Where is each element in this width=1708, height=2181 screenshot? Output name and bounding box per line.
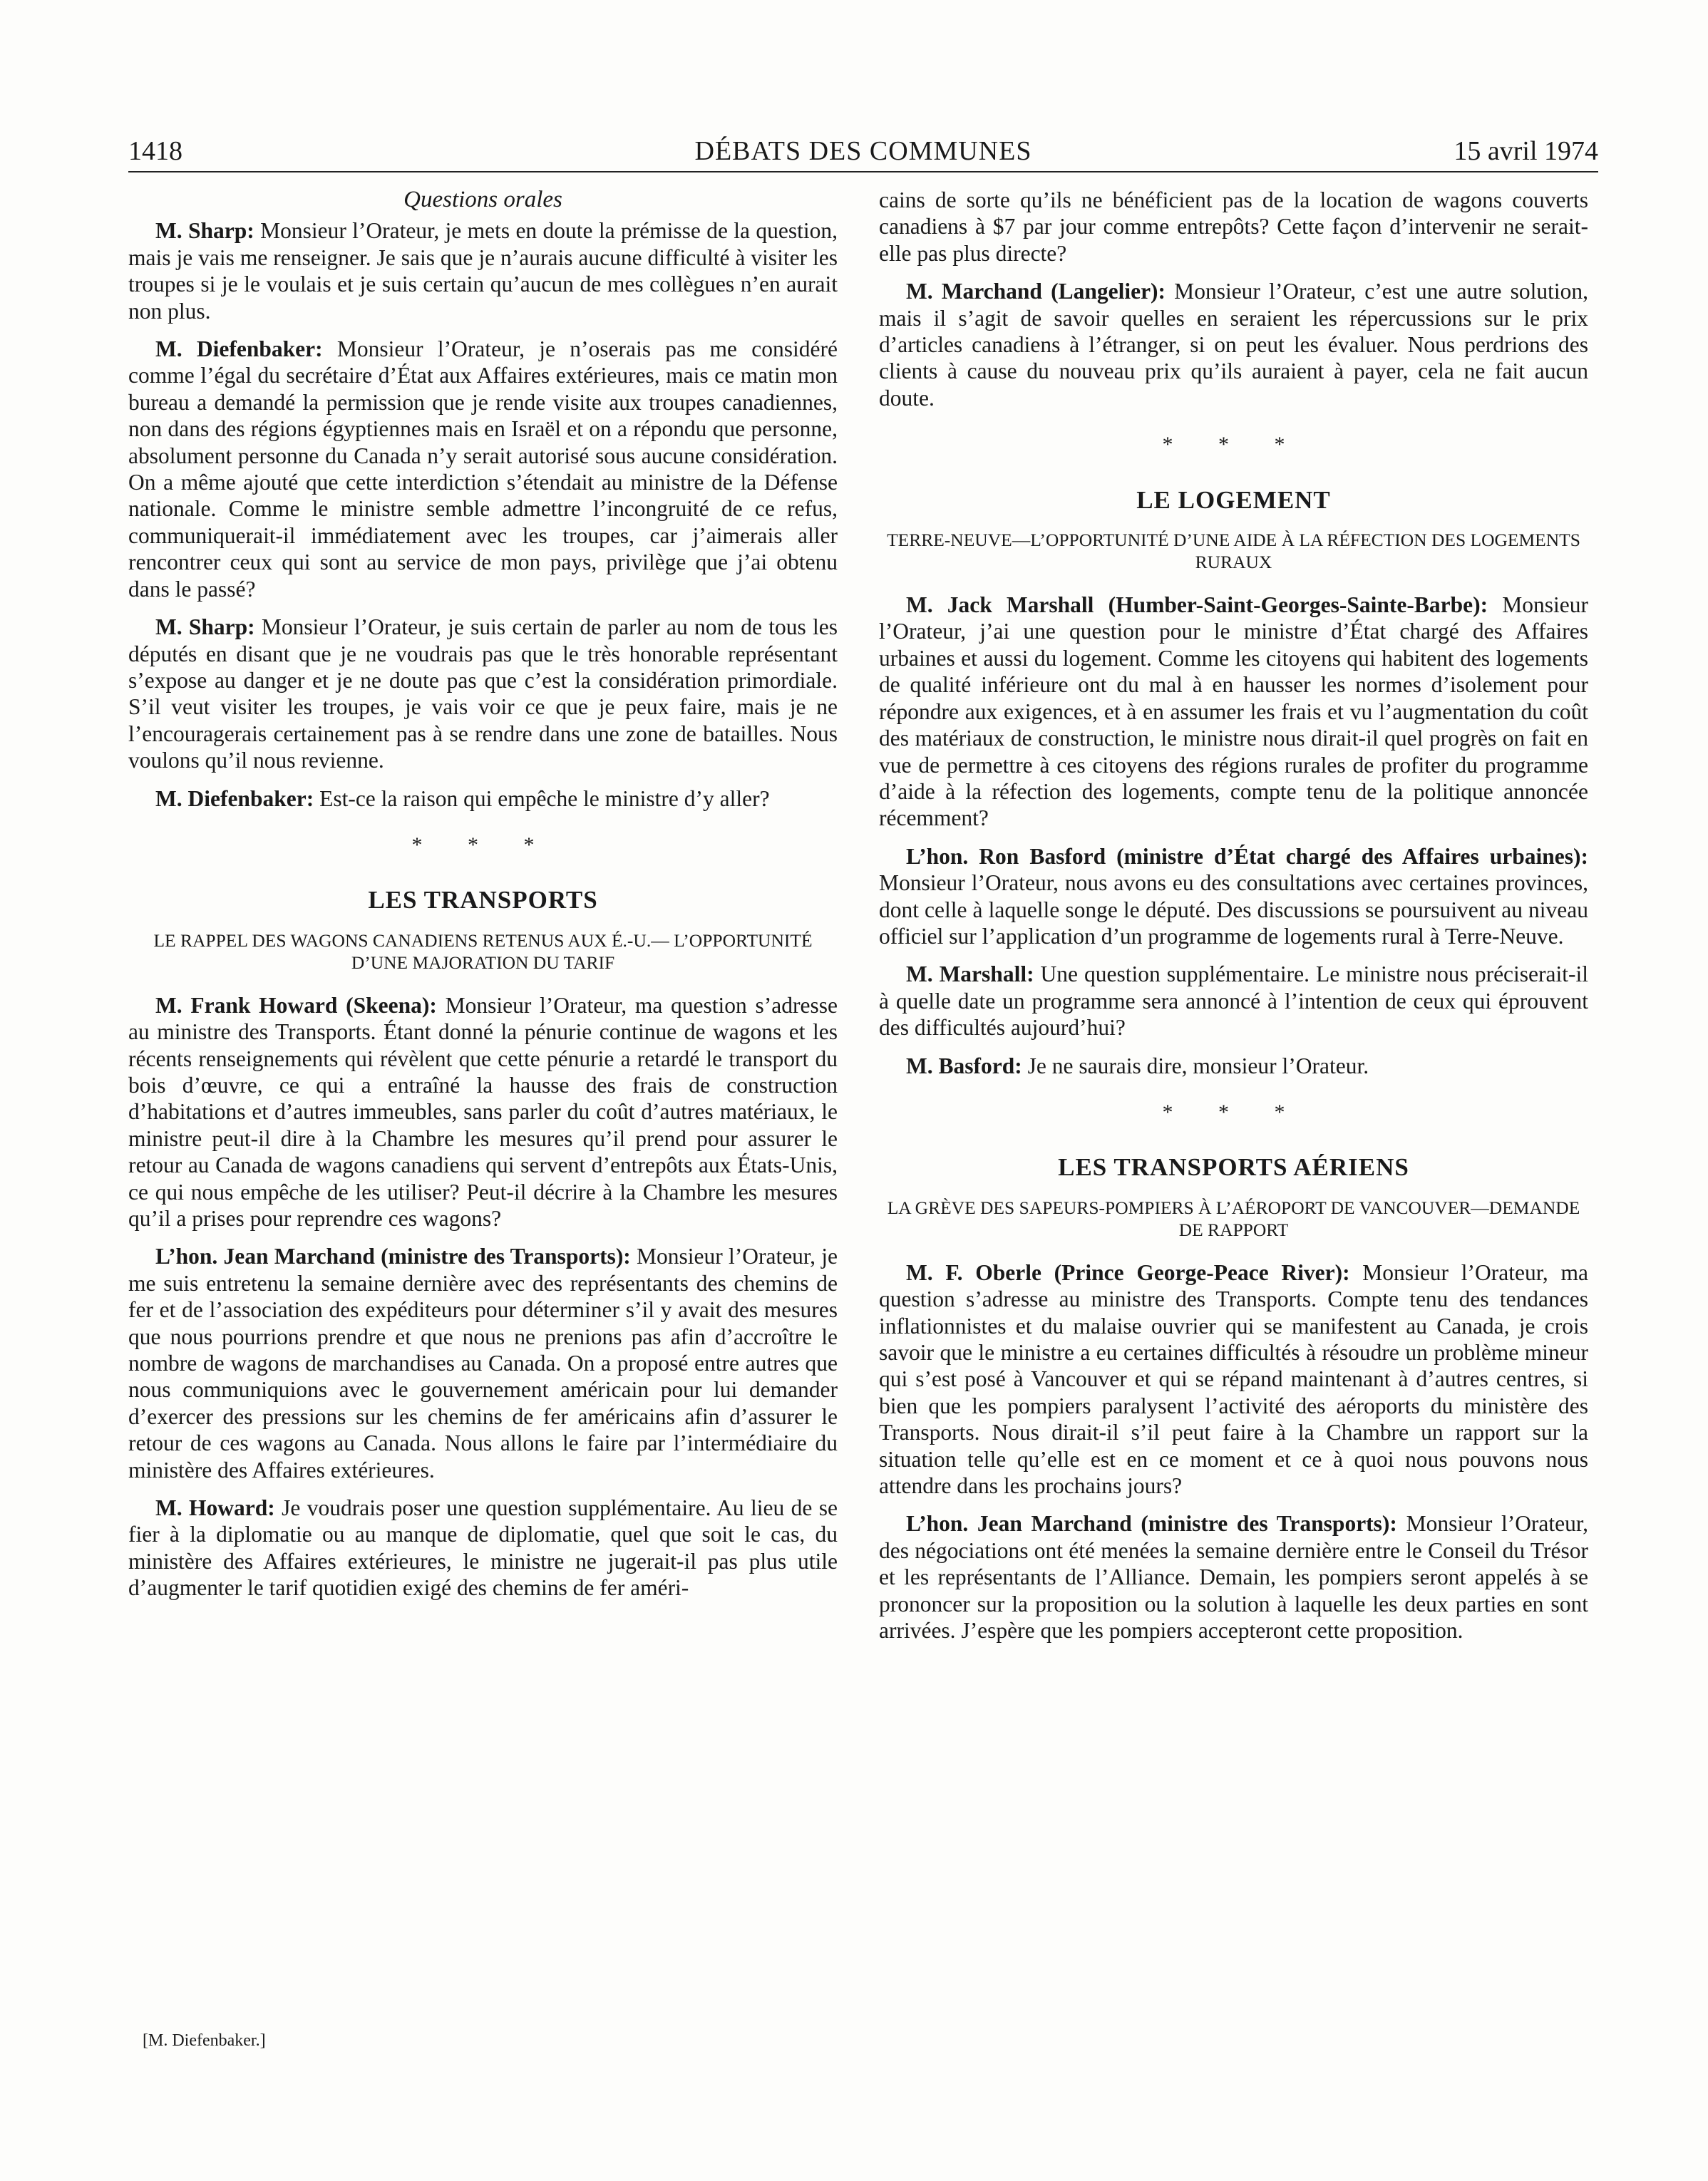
right-column [879, 187, 1588, 1655]
speech-text: Monsieur l’Orateur, je me suis entretenu la semaine dernière avec des représentants des chemins de fer et de l’association des expéditeurs pour déterminer s’il y avait des mesures que nous pourrions prendre et que nous ne prenions pas afin d’accroître le nombre de wagons de marchandises au Canada. On a proposé entre autres que nous communiquions avec le gouvernement américain pour lui demander d’exercer des pressions sur les chemins de fer américains afin d’assurer le retour de ces wagons au Canada. Nous allons le faire par l’intermédiaire du ministère des Affaires extérieures. [128, 1244, 838, 1483]
speaker-name: M. Marshall: [906, 961, 1034, 987]
speech-paragraph [128, 1243, 838, 1483]
section-subheading: TERRE-NEUVE—L’OPPORTUNITÉ D’UNE AIDE À LA RÉFECTION DES LOGEMENTS RURAUX [887, 530, 1580, 573]
speech-text: Je voudrais poser une question supplémentaire. Au lieu de se fier à la diplomatie ou au manque de diplomatie, quel que soit le cas, du ministère des Affaires extérieures, le ministre ne jugerait-il pas plus utile d’augmenter le tarif quotidien exigé des chemins de fer améri- [128, 1495, 838, 1601]
speech-paragraph [879, 592, 1588, 832]
speaker-name: M. Diefenbaker: [155, 785, 314, 811]
speech-paragraph [128, 1495, 838, 1602]
section-subheading: LA GRÈVE DES SAPEURS-POMPIERS À L’AÉROPORT DE VANCOUVER—DEMANDE DE RAPPORT [887, 1197, 1580, 1240]
speaker-name: L’hon. Jean Marchand (ministre des Transports): [155, 1244, 631, 1269]
speaker-name: M. Jack Marshall (Humber-Saint-Georges-Sainte-Barbe): [906, 592, 1488, 618]
page-date: 15 avril 1974 [1454, 136, 1598, 166]
speech-text: Une question supplémentaire. Le ministre nous préciserait-il à quelle date un programme sera annoncé à l’intention de ceux qui éprouvent des difficultés aujourd’hui? [879, 961, 1588, 1041]
speech-paragraph [128, 992, 838, 1232]
speech-paragraph [879, 278, 1588, 411]
speaker-name: L’hon. Jean Marchand (ministre des Transports): [906, 1511, 1397, 1537]
speech-paragraph [879, 1053, 1588, 1079]
section-heading: LES TRANSPORTS [368, 886, 598, 914]
speech-text: Monsieur l’Orateur, ma question s’adresse au ministre des Transports. Compte tenu des tendances inflationnistes et du malaise ouvrier qui se manifestent au Canada, je crois savoir que le ministre a eu certaines difficultés à résoudre un problème mineur qui s’est posé à Vancouver et qui se répand maintenant à d’autres centres, si bien que les pompiers paralysent l’activité des aéroports du ministère des Transports. Nous dirait-il s’il peut faire à la Chambre un rapport sur la situation telle qu’elle est en ce moment et ce à quoi nous pouvons nous attendre dans les prochains jours? [879, 1259, 1588, 1499]
speech-text: cains de sorte qu’ils ne bénéficient pas de la location de wagons couverts canadiens à $7 par jour comme entrepôts? Cette façon d’intervenir ne serait-elle pas plus directe? [879, 187, 1588, 266]
speaker-name: M. Sharp: [155, 614, 255, 640]
section-heading: LE LOGEMENT [1136, 485, 1331, 514]
speaker-name: M. Frank Howard (Skeena): [155, 992, 437, 1018]
speaker-name: M. Diefenbaker: [155, 336, 323, 362]
speaker-name: M. Sharp: [155, 218, 254, 244]
speaker-name: M. Howard: [155, 1495, 275, 1521]
speech-paragraph [879, 1510, 1588, 1644]
page-number: 1418 [128, 136, 182, 166]
speech-paragraph [128, 336, 838, 602]
speech-paragraph [879, 961, 1588, 1041]
section-subheading: LE RAPPEL DES WAGONS CANADIENS RETENUS AUX É.-U.— L’OPPORTUNITÉ D’UNE MAJORATION DU TARIF [153, 929, 813, 973]
speaker-name: M. Basford: [906, 1053, 1022, 1078]
speech-text: Est-ce la raison qui empêche le ministre d’y aller? [314, 785, 770, 811]
running-head: Questions orales [403, 187, 562, 212]
speech-paragraph [128, 785, 838, 812]
speech-paragraph [128, 614, 838, 773]
speech-text: Monsieur l’Orateur, nous avons eu des consultations avec certaines provinces, dont celle à laquelle songe le député. Des discussions se poursuivent au niveau officiel sur l’application d’un programme de logements rural à Terre-Neuve. [879, 870, 1588, 949]
speech-text: Monsieur l’Orateur, c’est une autre solution, mais il s’agit de savoir quelles en seraient les répercussions sur le prix d’articles canadiens à l’étranger, si on peut les évaluer. Nous perdrions des clients à cause du nouveau prix qu’ils auraient à payer, cela ne fait aucun doute. [879, 279, 1588, 411]
speech-text: Monsieur l’Orateur, je n’oserais pas me considéré comme l’égal du secrétaire d’État aux Affaires extérieures, mais ce matin mon bureau a demandé la permission que je rende visite aux troupes canadiennes, non dans des régions égyptiennes mais en Israël et on a répondu que personne, absolument personne du Canada n’y serait autorisé sous aucune considération. On a même ajouté que cette interdiction s’étendait au ministre de la Défense nationale. Comme le ministre semble admettre l’incongruité de ce refus, communiquerait-il immédiatement avec les troupes, car j’aimerais aller rencontrer ceux qui sont au service de mon pays, privilège que j’ai obtenu dans le passé? [128, 336, 838, 602]
speech-paragraph [879, 1259, 1588, 1500]
speech-text: Monsieur l’Orateur, je suis certain de parler au nom de tous les députés en disant que je ne voudrais pas que le très honorable représentant s’expose au danger et je ne doute pas que c’est la considération primordiale. S’il veut visiter les troupes, je vais voir ce que je peux faire, mais je ne l’encouragerais certainement pas à se rendre dans une zone de batailles. Nous voulons qu’il nous revienne. [128, 614, 838, 773]
publication-title: DÉBATS DES COMMUNES [694, 136, 1032, 166]
speech-paragraph [128, 217, 838, 324]
section-heading: LES TRANSPORTS AÉRIENS [1058, 1153, 1409, 1182]
speech-text: Monsieur l’Orateur, des négociations ont été menées la semaine dernière entre le Conseil du Trésor et les représentants de l’Alliance. Demain, les pompiers seront appelés à se prononcer sur la proposition ou la solution à laquelle les deux parties en sont arrivées. J’espère que les pompiers accepteront cette proposition. [879, 1511, 1588, 1644]
speaker-name: M. F. Oberle (Prince George-Peace River): [906, 1259, 1350, 1285]
speech-text: Monsieur l’Orateur, ma question s’adresse au ministre des Transports. Étant donné la pénurie continue de wagons et les récents renseignements qui révèlent que cette pénurie a retardé le transport du bois d’œuvre, ce qui a entraîné la hausse des frais de construction d’habitations et d’autres immeubles, sans parler du coût d’autres matériaux, le ministre peut-il dire à la Chambre les mesures qu’il prend pour assurer le retour au Canada de wagons canadiens qui servent d’entrepôts aux États-Unis, ce qui nous empêche de les utiliser? Peut-il décrire à la Chambre les mesures qu’il a prises pour reprendre ces wagons? [128, 992, 838, 1231]
speech-text: Je ne saurais dire, monsieur l’Orateur. [1022, 1053, 1369, 1078]
section-separator: * * * [1162, 433, 1305, 457]
speech-text: Monsieur l’Orateur, j’ai une question pour le ministre d’État chargé des Affaires urbaines et aussi du logement. Comme les citoyens qui habitent des logements de qualité inférieure ont du mal à en hausser les normes d’isolement pour répondre aux exigences, et à en assumer les frais et vu l’augmentation du coût des matériaux de construction, le ministre nous dirait-il quel progrès on fait en vue de permettre à ces citoyens des régions rurales de profiter du programme d’aide à la réfection des logements, compte tenu de la politique annoncée récemment? [879, 592, 1588, 831]
page-header [128, 135, 1598, 168]
speech-paragraph [879, 187, 1588, 267]
section-separator: * * * [1162, 1100, 1305, 1124]
header-rule [128, 171, 1598, 172]
section-separator: * * * [411, 832, 555, 857]
speaker-name: L’hon. Ron Basford (ministre d’État chargé des Affaires urbaines): [906, 843, 1588, 869]
page-footnote: [M. Diefenbaker.] [143, 2031, 266, 2050]
speech-paragraph [879, 843, 1588, 950]
speech-text: Monsieur l’Orateur, je mets en doute la prémisse de la question, mais je vais me renseigner. Je sais que je n’aurais aucune difficulté à visiter les troupes si je le voulais et je suis certain qu’aucun de mes collègues n’en aurait non plus. [128, 218, 838, 324]
speaker-name: M. Marchand (Langelier): [906, 279, 1166, 304]
left-column [128, 187, 838, 1613]
